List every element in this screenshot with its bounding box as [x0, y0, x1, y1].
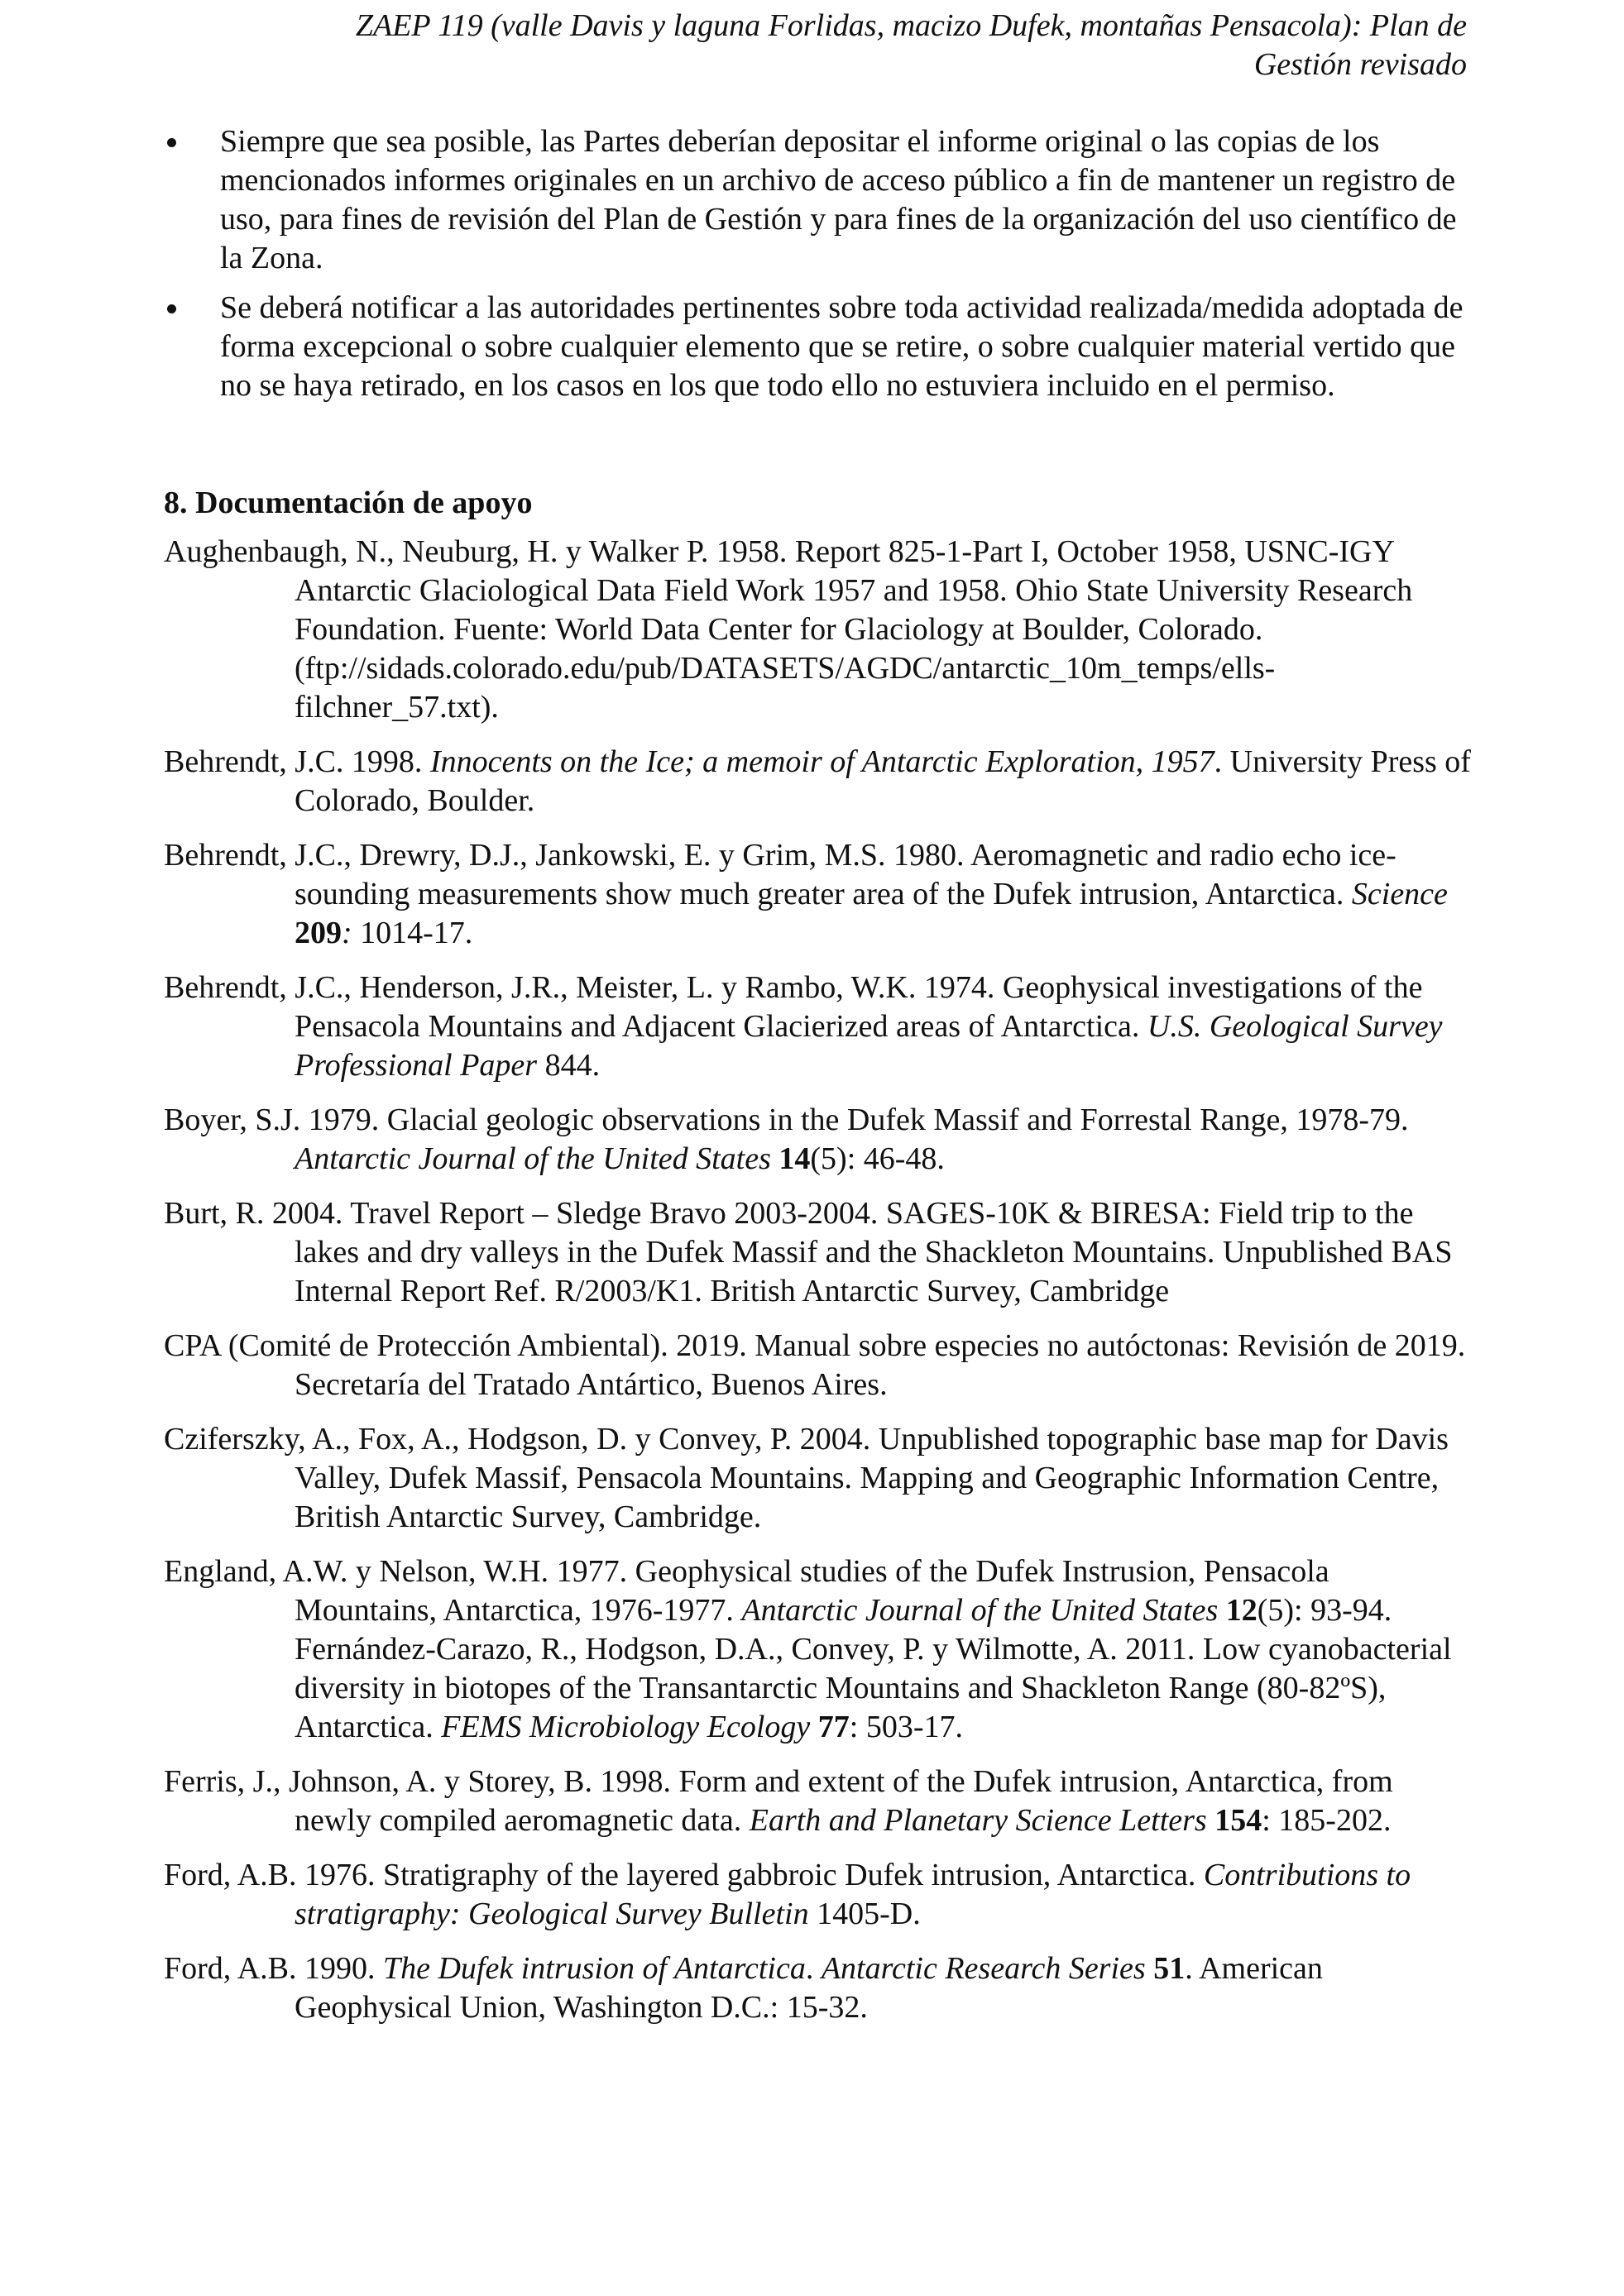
- reference-entry: [164, 1101, 1471, 1179]
- reference-entry: [164, 1420, 1471, 1537]
- reference-entry: [164, 1552, 1471, 1747]
- reference-italic-text: Antarctic Journal of the United States: [295, 1141, 771, 1176]
- reference-text: [771, 1141, 779, 1176]
- reference-text: 1014-17.: [352, 916, 473, 950]
- reference-text: Behrendt, J.C., Drewry, D.J., Jankowski, E. y Grim, M.S. 1980. Aeromagnetic and radio echo ice-sounding measurements show much greater area of the Dufek intrusion, Antarctica.: [164, 838, 1396, 911]
- reference-text: Behrendt, J.C., Henderson, J.R., Meister, L. y Rambo, W.K. 1974. Geophysical investigations of the Pensacola Mountains and Adjacent Glacierized areas of Antarctica.: [164, 970, 1423, 1044]
- reference-entry: [164, 1763, 1471, 1840]
- section-heading: 8. Documentación de apoyo: [164, 486, 533, 520]
- reference-italic-text: FEMS Microbiology Ecology: [441, 1710, 811, 1744]
- reference-text: Ford, A.B. 1976. Stratigraphy of the layered gabbroic Dufek intrusion, Antarctica.: [164, 1858, 1204, 1892]
- bullet-list: [164, 122, 1471, 405]
- reference-italic-text: Innocents on the Ice; a memoir of Antarctic Exploration, 1957: [429, 744, 1214, 779]
- bullet-dot-icon: [167, 138, 176, 147]
- reference-text: Behrendt, J.C. 1998.: [164, 744, 430, 779]
- reference-text: Cziferszky, A., Fox, A., Hodgson, D. y Convey, P. 2004. Unpublished topographic base map for Davis Valley, Dufek Massif, Pensacola Mountains. Mapping and Geographic Information Centre, British Antarctic Survey, Cambridge.: [164, 1422, 1449, 1534]
- reference-text: . American Geophysical Union, Washington D.C.: 15-32.: [295, 1951, 1323, 2025]
- reference-entry: [164, 533, 1471, 727]
- reference-entry: [164, 1194, 1471, 1311]
- bullet-text: Siempre que sea posible, las Partes deberían depositar el informe original o las copias de los mencionados informes originales en un archivo de acceso público a fin de mantener un registro de uso, para fines de revisión del Plan de Gestión y para fines de la organización del uso científico de la Zona.: [220, 124, 1457, 275]
- header-title-line-2: Gestión revisado: [1253, 47, 1467, 82]
- reference-entry: [164, 743, 1471, 820]
- bullet-item: [164, 122, 1471, 278]
- reference-bold-text: 154: [1214, 1803, 1262, 1838]
- reference-italic-text: Contributions to stratigraphy: Geological Survey Bulletin: [295, 1858, 1411, 1931]
- reference-text: . University Press of Colorado, Boulder.: [295, 744, 1471, 818]
- reference-text: [1218, 1593, 1226, 1628]
- reference-entry: [164, 836, 1471, 953]
- reference-italic-text: Antarctic Journal of the United States: [741, 1593, 1219, 1628]
- reference-text: [810, 1710, 818, 1744]
- reference-italic-text: Earth and Planetary Science Letters: [749, 1803, 1207, 1838]
- reference-entry: [164, 1856, 1471, 1934]
- reference-italic-text: The Dufek intrusion of Antarctica: [382, 1951, 806, 1986]
- reference-bold-text: 77: [817, 1710, 850, 1744]
- reference-text: Boyer, S.J. 1979. Glacial geologic observations in the Dufek Massif and Forrestal Range, 1978-79.: [164, 1103, 1409, 1137]
- page-header: [226, 0, 1467, 84]
- reference-text: [1146, 1951, 1154, 1986]
- reference-entry: [164, 1949, 1471, 2027]
- reference-text: Ferris, J., Johnson, A. y Storey, B. 1998. Form and extent of the Dufek intrusion, Antarctica, from newly compiled aeromagnetic data.: [164, 1764, 1393, 1838]
- reference-bold-text: 209: [295, 916, 342, 950]
- bullet-text: Se deberá notificar a las autoridades pertinentes sobre toda actividad realizada/medida adoptada de forma excepcional o sobre cualquier elemento que se retire, o sobre cualquier material vertido que no se haya retirado, en los casos en los que todo ello no estuviera incluido en el permiso.: [220, 290, 1464, 403]
- reference-text: CPA (Comité de Protección Ambiental). 2019. Manual sobre especies no autóctonas: Revisión de 2019. Secretaría del Tratado Antártico, Buenos Aires.: [164, 1328, 1466, 1402]
- reference-list: [164, 533, 1471, 2027]
- reference-entry: [164, 969, 1471, 1085]
- bullet-item: [164, 289, 1471, 405]
- reference-entry: [164, 1327, 1471, 1404]
- reference-text: Aughenbaugh, N., Neuburg, H. y Walker P. 1958. Report 825-1-Part I, October 1958, USNC-IGY Antarctic Glaciological Data Field Work 1957 and 1958. Ohio State University Research Foundation. Fuente: World Data Center for Glaciology at Boulder, Colorado. (ftp://sidads.colorado.edu/pub/DATASETS/AGDC/antarctic_10m_temps/ells-filchner_57.txt).: [164, 534, 1413, 725]
- reference-text: Ford, A.B. 1990.: [164, 1951, 383, 1986]
- reference-italic-text: Antarctic Research Series: [821, 1951, 1146, 1986]
- reference-text: England, A.W. y Nelson, W.H. 1977. Geophysical studies of the Dufek Instrusion, Pensacola Mountains, Antarctica, 1976-1977.: [164, 1554, 1329, 1628]
- reference-bold-text: 14: [778, 1141, 811, 1176]
- reference-text: : 185-202.: [1262, 1803, 1392, 1838]
- reference-bold-text: 51: [1153, 1951, 1186, 1986]
- reference-text: Burt, R. 2004. Travel Report – Sledge Bravo 2003-2004. SAGES-10K & BIRESA: Field trip to the lakes and dry valleys in the Dufek Massif and the Shackleton Mountains. Unpublished BAS Internal Report Ref. R/2003/K1. British Antarctic Survey, Cambridge: [164, 1196, 1453, 1308]
- reference-bold-text: 12: [1225, 1593, 1258, 1628]
- reference-text: .: [805, 1951, 822, 1986]
- bullet-dot-icon: [167, 304, 176, 313]
- reference-text: (5): 46-48.: [810, 1141, 945, 1176]
- reference-text: : 503-17.: [849, 1710, 963, 1744]
- reference-italic-text: U.S. Geological Survey Professional Paper: [295, 1009, 1443, 1083]
- reference-text: 844.: [537, 1048, 601, 1083]
- header-title-line-1: ZAEP 119 (valle Davis y laguna Forlidas, macizo Dufek, montañas Pensacola): Plan de: [355, 8, 1467, 43]
- reference-italic-text: Science: [1351, 877, 1448, 911]
- reference-text: (5): 93-94. Fernández-Carazo, R., Hodgson, D.A., Convey, P. y Wilmotte, A. 2011. Low cyanobacterial diversity in biotopes of the Transantarctic Mountains and Shackleton Range (80-82ºS), Antarctica.: [295, 1593, 1452, 1744]
- reference-italic-text: :: [342, 916, 352, 950]
- reference-text: 1405-D.: [808, 1897, 921, 1931]
- document-body: [164, 122, 1471, 2043]
- reference-text: [1207, 1803, 1215, 1838]
